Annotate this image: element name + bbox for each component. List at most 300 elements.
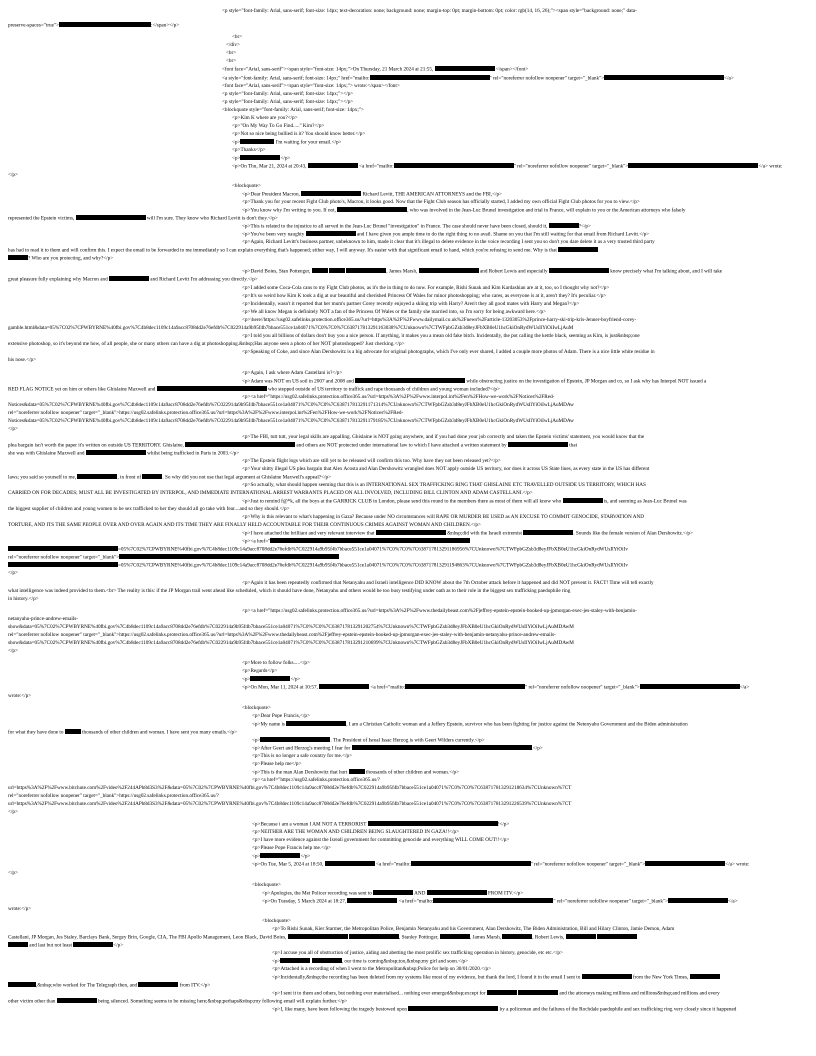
redaction-box (508, 442, 568, 447)
text-segment: <p>Not so nice being bullied is it? You should know better.</p> (232, 131, 366, 137)
text-segment: from the New York Times, (631, 974, 690, 981)
text-segment: <p> (252, 737, 261, 744)
redaction-box (563, 498, 603, 503)
redaction-box (86, 450, 146, 455)
text-line (8, 22, 179, 29)
text-segment: :</span></p> (151, 22, 180, 29)
text-line (242, 580, 654, 587)
redaction-box (558, 247, 598, 252)
text-line (222, 83, 400, 90)
text-line (272, 958, 468, 965)
text-line (272, 926, 674, 933)
redaction-box (368, 821, 498, 826)
redaction-box (286, 721, 346, 726)
text-segment: </a> wrote: (725, 861, 750, 868)
text-line (232, 163, 782, 170)
redaction-box (502, 934, 532, 939)
text-segment: <p>This is the man Alan Dershowitz that hurt (252, 769, 349, 776)
text-segment: ?</p> (578, 223, 591, 230)
text-line (8, 215, 278, 222)
redaction-box (352, 745, 532, 750)
text-line (262, 890, 523, 897)
text-segment: who stepped outside of US territory to traffick and rape thousands of children and young woman (266, 386, 470, 393)
text-segment: ? Who are you protecting, and why?</p> (28, 255, 114, 262)
text-segment: <p>Why is this relevant to what's happening in Gaza? Because under NO circumstances will RAPE OR MURDER BE USED as AN EXCUSE TO COMMIT GENOCIDE, STARVATION AND (242, 514, 644, 520)
text-line (242, 466, 649, 473)
text-segment: <p>Again, I ask where Adam Castellani is?</p> (242, 370, 343, 376)
text-segment: =05%7C02%7CPWBYRNE%40fbi.gov%7C4b8dec1109c14a9acc8708dd2e76efdb%7C022914a9b95f4b7bbace551ce1a04071%7C0%7C0%7C638717813291194863%7CUnknown%7CTWFpbGZsb3d8eyJFbXB0eU1hcGkiOnRydWUsIlYiOiIv (118, 562, 628, 569)
text-segment: </p> (8, 570, 18, 576)
text-line (8, 998, 347, 1005)
text-segment: <p>I have more evidence against the Isreali government for committing genocide and everything WILL COME OUT!!</p> (252, 837, 510, 843)
redaction-box (427, 890, 487, 895)
text-line (8, 570, 18, 577)
text-segment: <blockquote style="font-family: Arial, sans-serif; font-size: 14px;"> (222, 107, 364, 113)
text-segment: </p> (280, 155, 291, 162)
redaction-box (690, 974, 720, 979)
text-segment: </p> (8, 809, 18, 815)
text-segment: <p> (242, 676, 251, 683)
redaction-box (142, 474, 162, 479)
redaction-box (370, 75, 490, 80)
text-line (8, 474, 331, 481)
text-segment: </p> (290, 676, 301, 683)
text-segment: thousands of other children and woman.</p> (364, 769, 460, 776)
text-line (222, 8, 637, 15)
text-line (8, 942, 123, 949)
text-line (242, 705, 271, 712)
redaction-box (240, 139, 274, 144)
text-segment: from ITV.</p> (178, 982, 211, 989)
redaction-box (523, 530, 573, 535)
text-line (242, 668, 277, 675)
redaction-box (604, 75, 724, 80)
redaction-box (109, 276, 149, 281)
text-segment: <br> (226, 50, 237, 56)
text-segment: <p>You've been very naughty (242, 231, 306, 238)
text-line (8, 693, 31, 700)
redaction-box (411, 861, 531, 866)
text-line (8, 450, 239, 457)
text-line (262, 918, 291, 925)
text-line (8, 386, 500, 393)
redaction-box (306, 231, 356, 236)
text-line (252, 713, 310, 720)
text-segment: being silenced. Something seems to be missing here;&nbsp;perhaps&nbsp;my following email will explain further.</p> (96, 998, 348, 1005)
text-line (8, 442, 577, 449)
text-line (252, 737, 485, 744)
text-segment: Castellani, JP Morgan, Jes Staley, Barclays Bank, Sergey Brin, Google, CIA, The FBI Apollo Management, Leon Black, David Boies, (8, 934, 288, 941)
text-segment: rel="noreferrer nofollow noopener" target="_blank">https://usg02.safelinks.protection.office365.us/?url=https%3A%2F%2Fwww.thedailybeast.com%2Fjeffrey-epstein-epstein-booked-up-jpmorgan-exec-jes-staley-with-benjamin-netanyahu-prince-andrew-emails- (8, 632, 556, 638)
redaction-box (73, 942, 113, 947)
text-line (226, 42, 240, 49)
text-segment: in history.</p> (8, 596, 39, 602)
text-segment: what intelligence was indeed provided to them.<br> The reality is this: if the JP Morgan trail went ahead like scheduled, which it should have done, Netanyahu and others would be too busy testifying under oath as to their role in the biggest sex trafficking paedophile ring (8, 588, 571, 594)
text-segment: is, and seeming as Jean-Luc Brunel was (602, 498, 687, 505)
text-line (232, 131, 365, 138)
text-segment: <p>NEITHER ARE THE WOMAN AND CHILDREN BEING SLAUGHTERED IN GAZA!!</p> (252, 829, 460, 835)
text-line (222, 75, 734, 82)
text-segment: <p>We all know Megan is definitely NOT a fan of the Princess Of Wales or the family she married into, so I'm sorry for being awkward here.</p> (242, 309, 547, 315)
text-segment: <p>Dear President Macron, (242, 191, 302, 198)
text-segment: the biggest supplier of children and young women to be sex trafficked to her they should all go take with fear....and so they should.</p> (8, 506, 290, 512)
text-line (8, 325, 573, 332)
text-segment: , our time is coming&nbsp;too,&nbsp;my girl and soon.</p> (341, 958, 469, 965)
text-line (8, 729, 237, 736)
redaction-box (8, 942, 28, 947)
text-segment: <blockquote> (252, 882, 281, 888)
redaction-box (325, 861, 375, 866)
text-segment: <p>To Rishi Sunak, Kier Starmer, the Metropolitan Police, Benjamin Netanyahu and his Government, Alan Dershowitz, The Biden Administration, Bill and Hilary Clinton, Jamie Demon, Adam (272, 926, 675, 932)
text-line (8, 624, 574, 631)
text-line (8, 554, 339, 561)
text-segment: <p>I sent it to them and others, but nothing ever materialised... nothing ever emerged&nbsp;except for (272, 990, 487, 997)
text-segment: </p> (300, 853, 311, 860)
text-line (272, 950, 563, 957)
text-line (252, 761, 301, 768)
text-segment: <p>\here//https://usg02.safelinks.protection.office365.us/?url=https%3A%2F%2Fwww.dailymail.co.uk%2Fnews%2Farticle-13203053%2Fprince-harry-ski-trip-kris-Jenner-boyfriend-corey- (242, 317, 637, 323)
text-line (8, 982, 210, 989)
text-segment: <p>"On My Way To Go Find....." Kim?</p> (232, 123, 325, 129)
redaction-box (301, 191, 361, 196)
text-segment: </p> (113, 942, 124, 949)
text-segment: , who was involved in the Jean-Luc Brunel investigation and trial in France, will explain to you or the American attorneys who falsely (407, 207, 686, 214)
redaction-box (57, 998, 97, 1003)
text-line (8, 809, 18, 816)
text-line (222, 91, 353, 98)
text-line (242, 684, 749, 691)
text-segment: <p><a href=" (242, 538, 271, 545)
text-line (242, 199, 640, 206)
text-line (8, 596, 39, 603)
text-line (226, 58, 236, 65)
text-segment: his nose.</p> (8, 357, 37, 363)
text-segment: Notices&data=05%7C02%7CPWBYRNE%40fbi.gov%7C4b8dec1109c14a9acc8708dd2e76efdb%7C022914a9b95f4b7bbace551ce1a04071%7C0%7C0%7C638717813291179185%7CUnknown%7CTWFpbGZsb3d8eyJFbXB0eU1hcGkiOnRydWUsIlYiOiIwLjAuMDAw (8, 418, 574, 424)
text-line (242, 223, 591, 230)
text-segment: while obstructing justice on the investigation of Epstein, JP Morgan and co, so I ask why has Interpol NOT issued a (465, 378, 707, 385)
text-line (8, 255, 113, 262)
text-segment: <p>Your shitty illegal US plea bargain that Alex Acosta and Alan Dershowitz wrangled does NOT apply outside US territory, nor does it across US State lines, as every state in the US has different (242, 466, 650, 472)
text-line (8, 410, 403, 417)
text-segment: rel="noreferrer nofollow noopener" target="_blank"> (8, 554, 120, 561)
redaction-box (185, 442, 295, 447)
redaction-box (260, 737, 330, 742)
text-line (242, 268, 722, 275)
text-segment: . The President of Isreal Issac Herzog is with Geert Wilders currently.</p> (330, 737, 485, 744)
text-segment: , James Marsh, (469, 934, 503, 941)
text-segment: <p>This is related to the injustice to all served in the Jean-Luc Brunel "investigation" in France. The case should never have been closed, should it, (242, 223, 549, 230)
text-segment: and last but not least (28, 942, 74, 949)
text-segment: <br> (232, 34, 243, 40)
text-segment: , in front of (117, 474, 143, 481)
text-segment: <p>On Tuesday, 5 March 2024 at 18:27, (262, 898, 348, 905)
text-segment: <p>The FBI, tutt tutt, your legal skills are appalling. Ghislaine is NOT going anywhere, and if you had done your job correctly and taken the Epstein victims' statement, you would know that the (242, 434, 645, 440)
text-segment: AND (413, 890, 427, 897)
redaction-box (157, 386, 267, 391)
text-segment: <p>After Geert and Herzog's meeting I fear for (252, 745, 352, 752)
text-line (8, 247, 598, 254)
text-segment: <p>Just to remind f@*k, all the boys at the GARRICK CLUB in London, please send this round to the members there as most of them will all know who (242, 498, 563, 505)
text-segment: show&data=05%7C02%7CPWBYRNE%40fbi.gov%7C4b8dec1109c14a9acc8708dd2e76efdb%7C022914a9b95f4b7bbace551ce1a04071%7C0%7C0%7C638717813291210699%7CUnknown%7CTWFpbGZsb3d8eyJFbXB0eU1hcGkiOnRydWUsIlYiOiIwLjAuMDAwM (8, 640, 574, 646)
text-segment: thousands of other children and woman. I have sent you many emails.</p> (80, 729, 238, 736)
redaction-box (8, 546, 118, 551)
text-line (252, 769, 459, 776)
redaction-box (549, 268, 609, 273)
text-segment: Richard Levitt, THE AMERICAN ATTORNEYS and the FBI,</p> (361, 191, 502, 198)
text-segment: </p> (8, 870, 18, 876)
text-line (252, 845, 331, 852)
text-segment: , Stanley Pottinger, (399, 934, 440, 941)
redaction-box (8, 982, 36, 987)
text-segment: </div> (226, 42, 240, 48)
text-segment: and Robert Lewis and especially (478, 268, 549, 275)
text-line (252, 745, 543, 752)
text-line (242, 676, 300, 683)
redaction-box (433, 898, 553, 903)
text-segment: FROM ITV.</p> (486, 890, 524, 897)
text-segment: </p> (8, 172, 18, 178)
text-line (8, 341, 405, 348)
redaction-box (288, 934, 348, 939)
text-segment: she was with Ghislaine Maxwell and (8, 450, 86, 457)
redaction-box (138, 982, 178, 987)
text-segment: <p>Dear Pope Francis,</p> (252, 713, 310, 719)
text-segment: <p>I, like many, have been following the tragedy bestowed upon (272, 1006, 409, 1013)
text-line (272, 974, 720, 981)
text-segment: <p>I have attached the brilliant and very relevant interview that (242, 530, 376, 537)
text-line (8, 906, 31, 913)
text-line (8, 402, 574, 409)
text-segment: Notices&data=05%7C02%7CPWBYRNE%40fbi.gov%7C4b8dec1109c14a9acc8708dd2e76efdb%7C022914a9b95f4b7bbace551ce1a04071%7C0%7C0%7C638717813291171314%7CUnknown%7CTWFpbGZsb3d8eyJFbXB0eU1hcGkiOnRydWUsIlYiOiIwLjAuMDAw (8, 402, 574, 408)
text-segment: <p> (252, 853, 261, 860)
text-segment: rel="noreferrer nofollow noopener" target="_blank">https://usg02.safelinks.protection.office365.us/?url=https%3A%2F%2Fwww.interpol.int%2Fen%2FHow-we-work%2FNotices%2FRed- (8, 410, 404, 416)
text-segment: </p> (8, 648, 18, 654)
redaction-box (337, 207, 407, 212)
text-segment: gamble.html&data=05%7C02%7CPWBYRNE%40fbi.gov%7C4b8dec1109c14a9acc8708dd2e76efdb%7C022914a9b95f4b7bbace551ce1a04071%7C0%7C0%7C638717813291163038%7CUnknown%7CTWFpbGZsb3d8eyJFbXB0eU1hcGkiOnRydWUsIlYiOiIwLjAuM (8, 325, 574, 331)
text-line (8, 588, 570, 595)
text-line (222, 99, 353, 106)
redaction-box (329, 268, 345, 273)
text-line (222, 66, 528, 73)
text-segment: <p style="font-family: Arial, sans-serif; font-size: 14px;"></p> (222, 91, 354, 97)
text-segment: by a policeman and the failures of the Rochdale paedophile and sex trafficking ring very closely since it happened (498, 1006, 737, 1013)
redaction-box (408, 1006, 498, 1011)
text-line (8, 418, 574, 425)
text-line (252, 853, 310, 860)
text-line (252, 837, 509, 844)
redaction-box (308, 163, 358, 168)
text-segment: <blockquote> (262, 918, 291, 924)
redaction-box (419, 268, 479, 273)
text-segment: will I'm sure. They know who Richard Levitt is don't they.</p> (145, 215, 278, 222)
text-segment: <p>Regards</p> (242, 668, 278, 674)
text-segment: other victim other than (8, 998, 57, 1005)
text-segment: , I am a Christian Catholic woman and a Jeffery Epstein, survivor who has been fighting for justice against the Netenyahu Government and the Biden administration (346, 721, 688, 728)
text-line (242, 538, 470, 545)
text-segment: . Sounds like the female version of Alan Dershowitz.</p> (573, 530, 693, 537)
text-segment: laws; you said so yourself to me, (8, 474, 78, 481)
text-segment: <a href="mailto: (374, 861, 411, 868)
text-line (242, 458, 501, 465)
redaction-box (668, 898, 728, 903)
text-segment: <p>Incidentally, wasn't it reported that her mum's partner Corey recently enjoyed a skiing trip with Harry? Aren't they all good mates with Harry and Megan?</p> (242, 301, 580, 307)
redaction-box (645, 861, 725, 866)
redaction-box (518, 990, 558, 995)
text-segment: extensive photoshop, so it's beyond me how, of all people, she or many others can have a dig at photoshopping.&nbsp;Has anyone seen a photo of her NOT photoshopped? Just checking.</p> (8, 341, 405, 347)
text-segment: <p><a href="https://usg02.safelinks.protection.office365.us/?url=https%3A%2F%2Fwww.thedailybeast.com%2Fjeffrey-epstein-epstein-booked-up-jpmorgan-exec-jes-staley-with-benjamin- (242, 608, 637, 614)
text-line (242, 309, 546, 316)
redaction-box (119, 554, 339, 559)
text-segment: <blockquote> (232, 183, 261, 189)
redaction-box (394, 163, 514, 168)
redaction-box (8, 562, 118, 567)
redaction-box (582, 974, 632, 979)
text-line (242, 378, 706, 385)
text-line (242, 514, 644, 521)
text-segment: <p>Kim K where are you?</p> (232, 115, 298, 121)
text-segment: <p>It's so weird how Kim K took a dig at our beautiful and cherished Princess Of Wales for minor photoshopping; who cares, as everyone is at it, aren't they? It's peculiar.</p> (242, 293, 607, 299)
text-segment: " rel="noreferrer nofollow noopener" target="_blank"> (530, 861, 646, 868)
text-line (232, 155, 290, 162)
text-segment: <p>On Thu, Mar 21, 2024 at 20:43, (232, 163, 308, 170)
text-segment: <p>On Tue, Mar 5, 2024 at 18:50, (252, 861, 325, 868)
text-line (272, 966, 491, 973)
text-line (252, 721, 688, 728)
redaction-box (8, 255, 28, 260)
text-line (272, 990, 720, 997)
text-segment: <p><a href="https://usg02.safelinks.protection.office365.us/?url=https%3A%2F%2Fwww.interpol.int%2Fen%2FHow-we-work%2FNotices%2FRed- (242, 394, 555, 400)
text-segment: plea bargain isn't worth the paper it's written on outside US TERRITORY. Ghislaine, (8, 442, 186, 449)
text-line (8, 172, 18, 179)
redaction-box (640, 684, 740, 689)
redaction-box (349, 934, 399, 939)
text-segment: <p>On Mon, Mar 11, 2024 at 10:57, (242, 684, 320, 691)
text-segment: <p>Please Pope Francis help me.</p> (252, 845, 331, 851)
redaction-box (319, 684, 369, 689)
text-line (8, 522, 481, 529)
text-segment: " rel="noreferrer nofollow noopener" target="_blank"> (525, 684, 640, 691)
text-segment: <p>Incidentally,&nbsp;the recording has been deleted from my systems like most of my evidence, but thank the lord, I found it in the email I sent to (272, 974, 582, 981)
text-segment: and the attorneys making millions and millions&nbsp;and millions and every (558, 990, 720, 997)
redaction-box (77, 474, 117, 479)
text-line (242, 317, 636, 324)
text-line (242, 530, 693, 537)
text-line (242, 191, 502, 198)
text-segment: netanyahu-prince-andrew-emails- (8, 616, 78, 622)
text-line (8, 276, 258, 283)
redaction-box (59, 22, 151, 27)
text-line (252, 753, 352, 760)
text-segment: <p>Adam was NOT on US soil in 2007 and 2008 and (242, 378, 356, 385)
redaction-box (487, 990, 517, 995)
text-segment: <p>Thanks</p> (232, 147, 266, 153)
text-segment: wrote:</p> (8, 693, 32, 699)
text-segment: <p>This is no longer a safe country for me.</p> (252, 753, 353, 759)
redaction-box (597, 934, 637, 939)
text-line (242, 608, 637, 615)
text-segment: " rel="noreferrer nofollow noopener" target="_blank"> (489, 75, 605, 82)
text-line (8, 934, 637, 941)
text-line (8, 546, 628, 553)
text-line (232, 115, 298, 122)
text-segment: <a href="mailto: (357, 163, 394, 170)
redaction-box (280, 958, 310, 963)
text-segment: show&data=05%7C02%7CPWBYRNE%40fbi.gov%7C4b8dec1109c14a9acc8708dd2e76efdb%7C022914a9b95f4b7bbace551ce1a04071%7C0%7C0%7C638717813291202754%7CUnknown%7CTWFpbGZsb3d8eyJFbXB0eU1hcGkiOnRydWUsIlYiOiIwLjAuMDAwM (8, 624, 574, 630)
text-segment: great pleasure fully explaining why Macron and (8, 276, 109, 283)
redaction-box (628, 163, 758, 168)
text-line (242, 207, 686, 214)
text-line (242, 231, 649, 238)
text-line (8, 793, 219, 800)
text-segment: <p>Thank you for your recent Fight Club photo's, Macron, it looks good. Now that the Fight Club season has officially started, I added my own official Fight Club photos for you to view.</p> (242, 199, 640, 205)
redaction-box (405, 684, 525, 689)
text-line (252, 861, 749, 868)
text-segment: <a href="mailto: (397, 898, 434, 905)
text-segment: " rel="noreferrer nofollow noopener" target="_blank"> (513, 163, 629, 170)
text-segment: RED FLAG NOTICE yet on him or others like Ghislaine Maxwell and (8, 386, 157, 393)
text-segment: <p style="font-family: Arial, sans-serif; font-size: 14px;"></p> (222, 99, 354, 105)
text-segment: url=https%3A%2F%2Fwww.bitchute.com%2Fvideo%2F244APh8d3S3%2F&data=05%7C02%7CPWBYRNE%40fbi.gov%7C4b8dec1109c14a9acc8708dd2e76efdb%7C022914a9b95f4b7bbace551ce1a04071%7C0%7C0%7C638717813291218634%7CUnknown%7CT (8, 785, 572, 791)
text-segment: included?</p> (469, 386, 500, 393)
text-segment: and Richard Levitt I'm addressing you directly.</p> (148, 276, 258, 283)
text-line (242, 370, 342, 377)
redaction-box (312, 958, 342, 963)
text-segment: <p>The Epstein flight logs which are still yet to be released will confirm this too. Why have they not been released yet?</p> (242, 458, 501, 464)
text-line (242, 394, 554, 401)
text-line (252, 829, 459, 836)
text-line (8, 785, 571, 792)
redaction-box (376, 530, 446, 535)
text-segment: &nbsp;did with the Israeli extremist (445, 530, 524, 537)
text-segment: that (567, 442, 578, 449)
text-line (8, 562, 628, 569)
text-line (242, 482, 646, 489)
text-line (252, 821, 509, 828)
text-segment: , Robert Lewis, (532, 934, 566, 941)
text-segment: <p>Because i am a woman I AM NOT A TERRORIST (252, 821, 368, 828)
text-segment: </p> (8, 426, 18, 432)
text-segment: TORTURE, AND ITS THE SAME PEOPLE OVER AND OVER AGAIN AND ITS TIME THEY ARE FINALLY HELD ACCOUNTABLE FOR THEIR CONTINUOUS CRIMES AGAINST WOMAN AND CHILDREN.</p> (8, 522, 481, 528)
text-segment: <p>My name is (252, 721, 287, 728)
text-line (222, 107, 364, 114)
text-line (242, 301, 579, 308)
text-segment: <p>Again it has been repeatedly confirmed that Netanyahu and Israeli intelligence DID KNOW about the 7th October attack before it happened and did NOT prevent it. FACT! Time will tell exactly (242, 580, 654, 586)
text-segment: <p> (272, 958, 281, 965)
text-segment: </span></font> (494, 66, 529, 73)
text-segment: and others are NOT protected under international law to which I have attached a written statement by (295, 442, 508, 449)
text-line (8, 640, 574, 647)
text-segment: <a style="font-family: Arial, sans-serif; font-size: 14px;" href="mailto: (222, 75, 370, 82)
text-line (242, 349, 655, 356)
redaction-box (355, 378, 465, 383)
text-line (226, 50, 236, 57)
text-segment: <p>More to follow folks.....</p> (242, 660, 310, 666)
text-segment: <p> (232, 139, 241, 146)
text-segment: <blockquote> (242, 705, 271, 711)
text-segment: . So why did you not use that legal argument at Ghislaine Maxwell's appeal?</p> (162, 474, 332, 481)
text-line (8, 357, 36, 364)
redaction-box (76, 215, 146, 220)
text-segment: <p>Speaking of Coke, and since Alan Dershowitz is a big advocate for original photographs, which I've only ever shared, I added a couple more photos of Adam. There is a nice little white residue in (242, 349, 655, 355)
redaction-box (549, 223, 579, 228)
text-segment: whilst being trafficked in Paris in 2003.</p> (145, 450, 240, 457)
text-line (8, 648, 18, 655)
text-segment: </a> wrote: (758, 163, 783, 170)
redaction-box (240, 155, 280, 160)
redaction-box (566, 934, 596, 939)
text-segment: !</p> (497, 821, 510, 828)
text-segment: <p>I added some Coca-Cola cans to my Fight Club photos, as it's the in thing to do now. For example, Rishi Sunak and Kim Kardashian are at it, too, so I thought why not?</p> (242, 285, 610, 291)
